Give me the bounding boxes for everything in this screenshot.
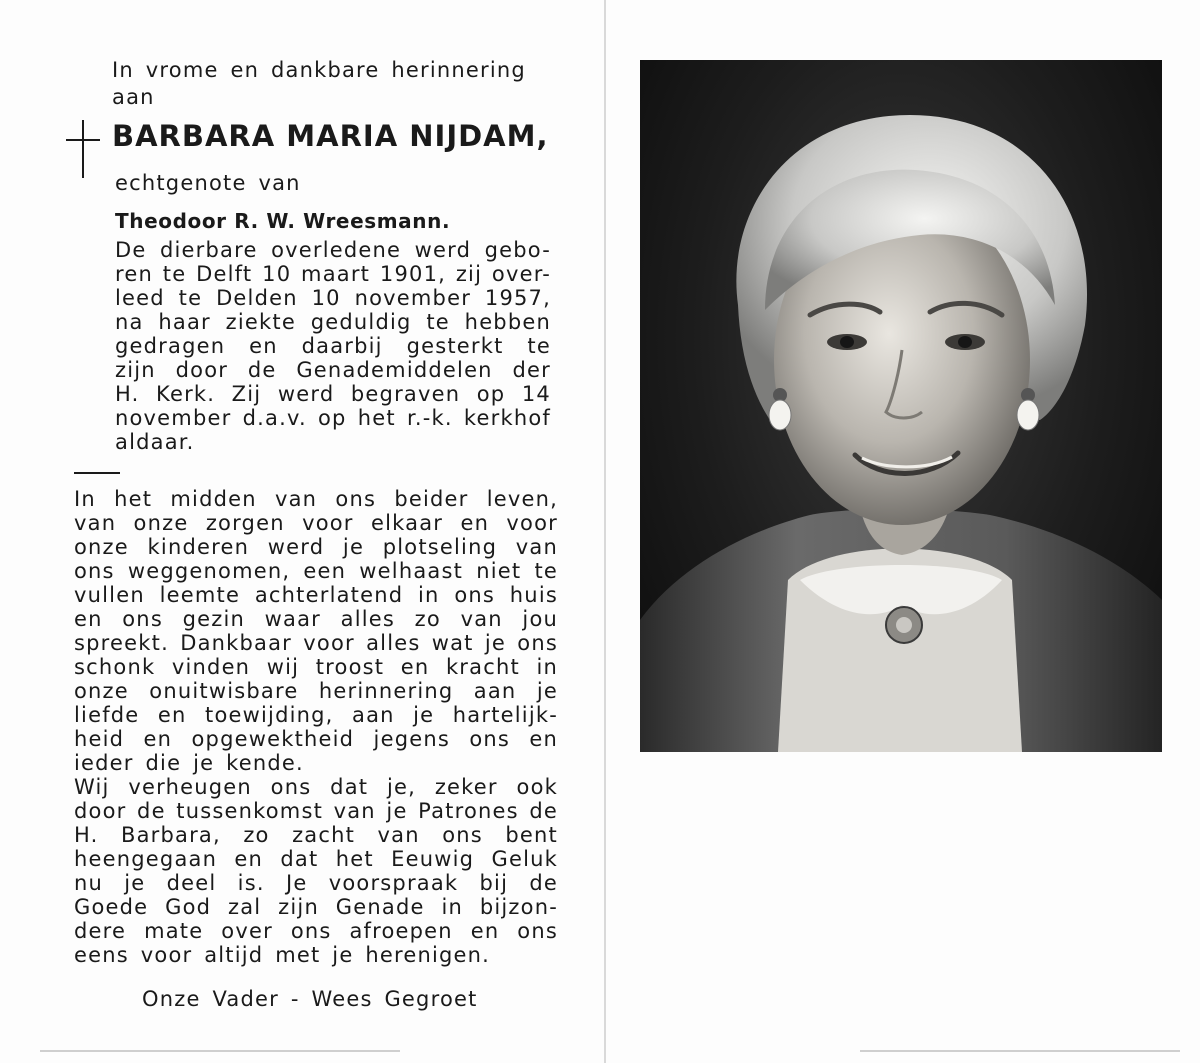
memorial-line: schonk vinden wij troost en kracht in <box>74 655 558 679</box>
biography-line: leed te Delden 10 november 1957, <box>115 286 551 310</box>
biography-line: november d.a.v. op het r.-k. kerkhof <box>115 406 551 430</box>
card-fold <box>604 0 606 1063</box>
memorial-line: spreekt. Dankbaar voor alles wat je ons <box>74 631 558 655</box>
edge-line <box>40 1050 400 1052</box>
spouse-name: Theodoor R. W. Wreesmann. <box>115 209 451 233</box>
section-divider <box>74 472 120 474</box>
relation-text: echtgenote van <box>115 171 301 195</box>
portrait-image <box>640 60 1162 752</box>
memorial-line: en ons gezin waar alles zo van jou <box>74 607 558 631</box>
memorial-line: van onze zorgen voor elkaar en voor <box>74 511 558 535</box>
portrait-photo <box>640 60 1162 752</box>
memorial-line: door de tussenkomst van je Patrones de <box>74 799 558 823</box>
intro-line: In vrome en dankbare herinnering <box>112 58 526 82</box>
prayers-text: Onze Vader - Wees Gegroet <box>142 987 478 1011</box>
memorial-line: onze kinderen werd je plotseling van <box>74 535 558 559</box>
biography-line: De dierbare overledene werd gebo- <box>115 238 551 262</box>
memorial-line: ieder die je kende. <box>74 751 304 775</box>
memorial-line: onze onuitwisbare herinnering aan je <box>74 679 558 703</box>
biography-line: zijn door de Genademiddelen der <box>115 358 551 382</box>
memorial-line: Goede God zal zijn Genade in bijzon- <box>74 895 558 919</box>
memorial-line: heengegaan en dat het Eeuwig Geluk <box>74 847 558 871</box>
memorial-line: ons weggenomen, een welhaast niet te <box>74 559 558 583</box>
memorial-line: dere mate over ons afroepen en ons <box>74 919 558 943</box>
biography-line: gedragen en daarbij gesterkt te <box>115 334 551 358</box>
biography-line: ren te Delft 10 maart 1901, zij over- <box>115 262 551 286</box>
memorial-line: In het midden van ons beider leven, <box>74 487 558 511</box>
memorial-line: nu je deel is. Je voorspraak bij de <box>74 871 558 895</box>
biography-line: aldaar. <box>115 430 195 454</box>
memorial-line: eens voor altijd met je herenigen. <box>74 943 491 967</box>
memorial-line: liefde en toewijding, aan je hartelijk- <box>74 703 558 727</box>
biography-line: H. Kerk. Zij werd begraven op 14 <box>115 382 551 406</box>
edge-line <box>860 1050 1180 1052</box>
deceased-name: BARBARA MARIA NIJDAM, <box>112 119 549 153</box>
memorial-line: heid en opgewektheid jegens ons en <box>74 727 558 751</box>
memorial-line: H. Barbara, zo zacht van ons bent <box>74 823 558 847</box>
biography-line: na haar ziekte geduldig te hebben <box>115 310 551 334</box>
cross-icon <box>66 120 100 178</box>
memorial-line: Wij verheugen ons dat je, zeker ook <box>74 775 558 799</box>
memorial-line: vullen leemte achterlatend in ons huis <box>74 583 558 607</box>
intro-line: aan <box>112 85 155 109</box>
